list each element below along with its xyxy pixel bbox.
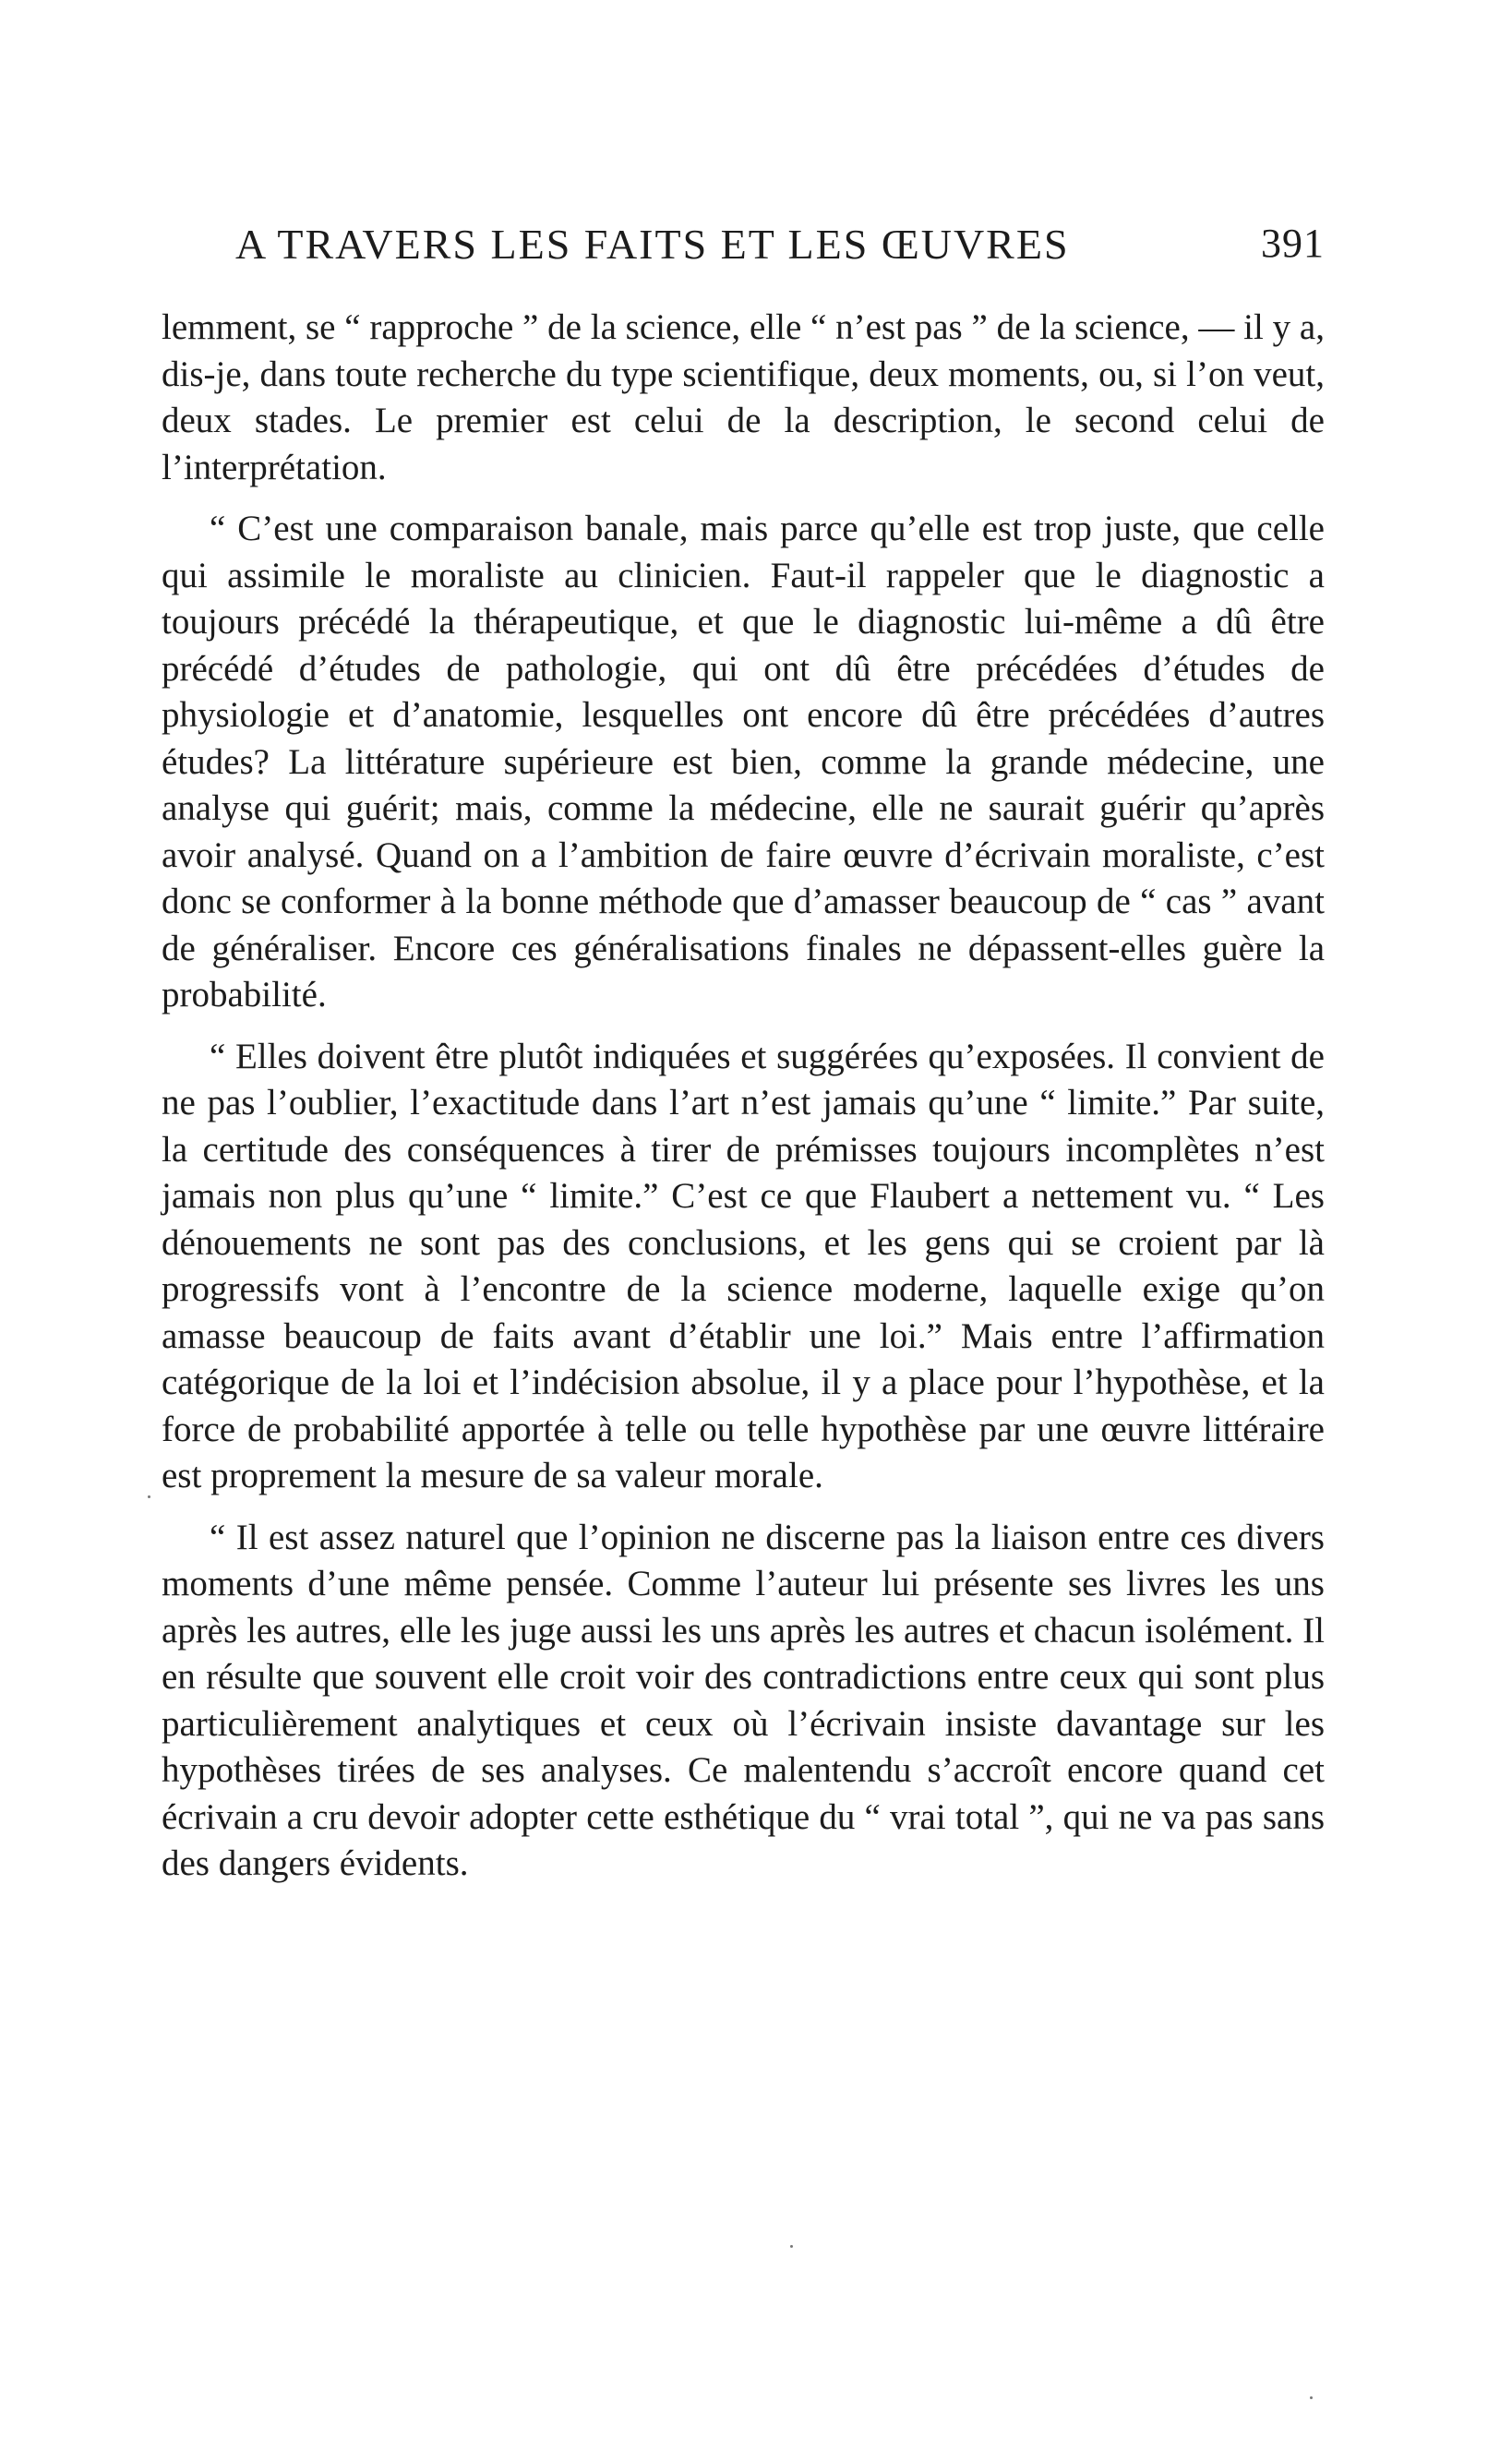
page-number: 391 — [1261, 221, 1325, 266]
print-speck — [148, 1495, 150, 1498]
paragraph: “ Il est assez naturel que l’opinion ne discerne pas la liaison entre ces divers moments d’une même pensée. Comme l’auteur lui présente ses livres les uns après les autres, elle les juge aussi les uns après les autres et chacun isolément. Il en résulte que souvent elle croit voir des contradictions entre ceux qui sont plus particulièrement analytiques et ceux où l’écrivain insiste davantage sur les hypothèses tirées de ses analyses. Ce malentendu s’accroît encore quand cet écrivain a cru devoir adopter cette esthétique du “ vrai total ”, qui ne va pas sans des dangers évidents. — [162, 1517, 1325, 1883]
print-speck — [1310, 2396, 1313, 2399]
paragraph: “ Elles doivent être plutôt indiquées et suggérées qu’exposées. Il convient de ne pas l’oublier, l’exactitude dans l’art n’est jamais qu’une “ limite.” Par suite, la certitude des conséquences à tirer de prémisses toujours incomplètes n’est jamais non plus qu’une “ limite.” C’est ce que Flaubert a nettement vu. “ Les dénouements ne sont pas des conclusions, et les gens qui se croient par là progressifs vont à l’encontre de la science moderne, laquelle exige qu’on amasse beaucoup de faits avant d’établir une loi.” Mais entre l’affirmation catégorique de la loi et l’indécision absolue, il y a place pour l’hypothèse, et la force de probabilité apportée à telle ou telle hypothèse par une œuvre littéraire est proprement la mesure de sa valeur morale. — [162, 1036, 1325, 1495]
paragraph: “ C’est une comparaison banale, mais parce qu’elle est trop juste, que celle qui assimile le moraliste au clinicien. Faut-il rappeler que le diagnostic a toujours précédé la thérapeutique, et que le diagnostic lui-même a dû être précédé d’études de pathologie, qui ont dû être précédées d’études de physiologie et d’anatomie, lesquelles ont encore dû être précédées d’autres études? La littérature supérieure est bien, comme la grande médecine, une analyse qui guérit; mais, comme la médecine, elle ne saurait guérir qu’après avoir analysé. Quand on a l’ambition de faire œuvre d’écrivain moraliste, c’est donc se conformer à la bonne méthode que d’amasser beaucoup de “ cas ” avant de généraliser. Encore ces généralisations finales ne dépassent-elles guère la probabilité. — [162, 509, 1325, 1014]
print-speck — [790, 2245, 793, 2248]
running-title: A TRAVERS LES FAITS ET LES ŒUVRES — [235, 221, 1070, 268]
body-text — [162, 305, 1325, 1903]
paragraph-continuation: lemment, se “ rapproche ” de la science, elle “ n’est pas ” de la science, — il y a, dis-je, dans toute recherche du type scientifique, deux moments, ou, si l’on veut, deux stades. Le premier est celui de la description, le second celui de l’interprétation. — [162, 307, 1325, 487]
running-head — [235, 220, 1325, 275]
